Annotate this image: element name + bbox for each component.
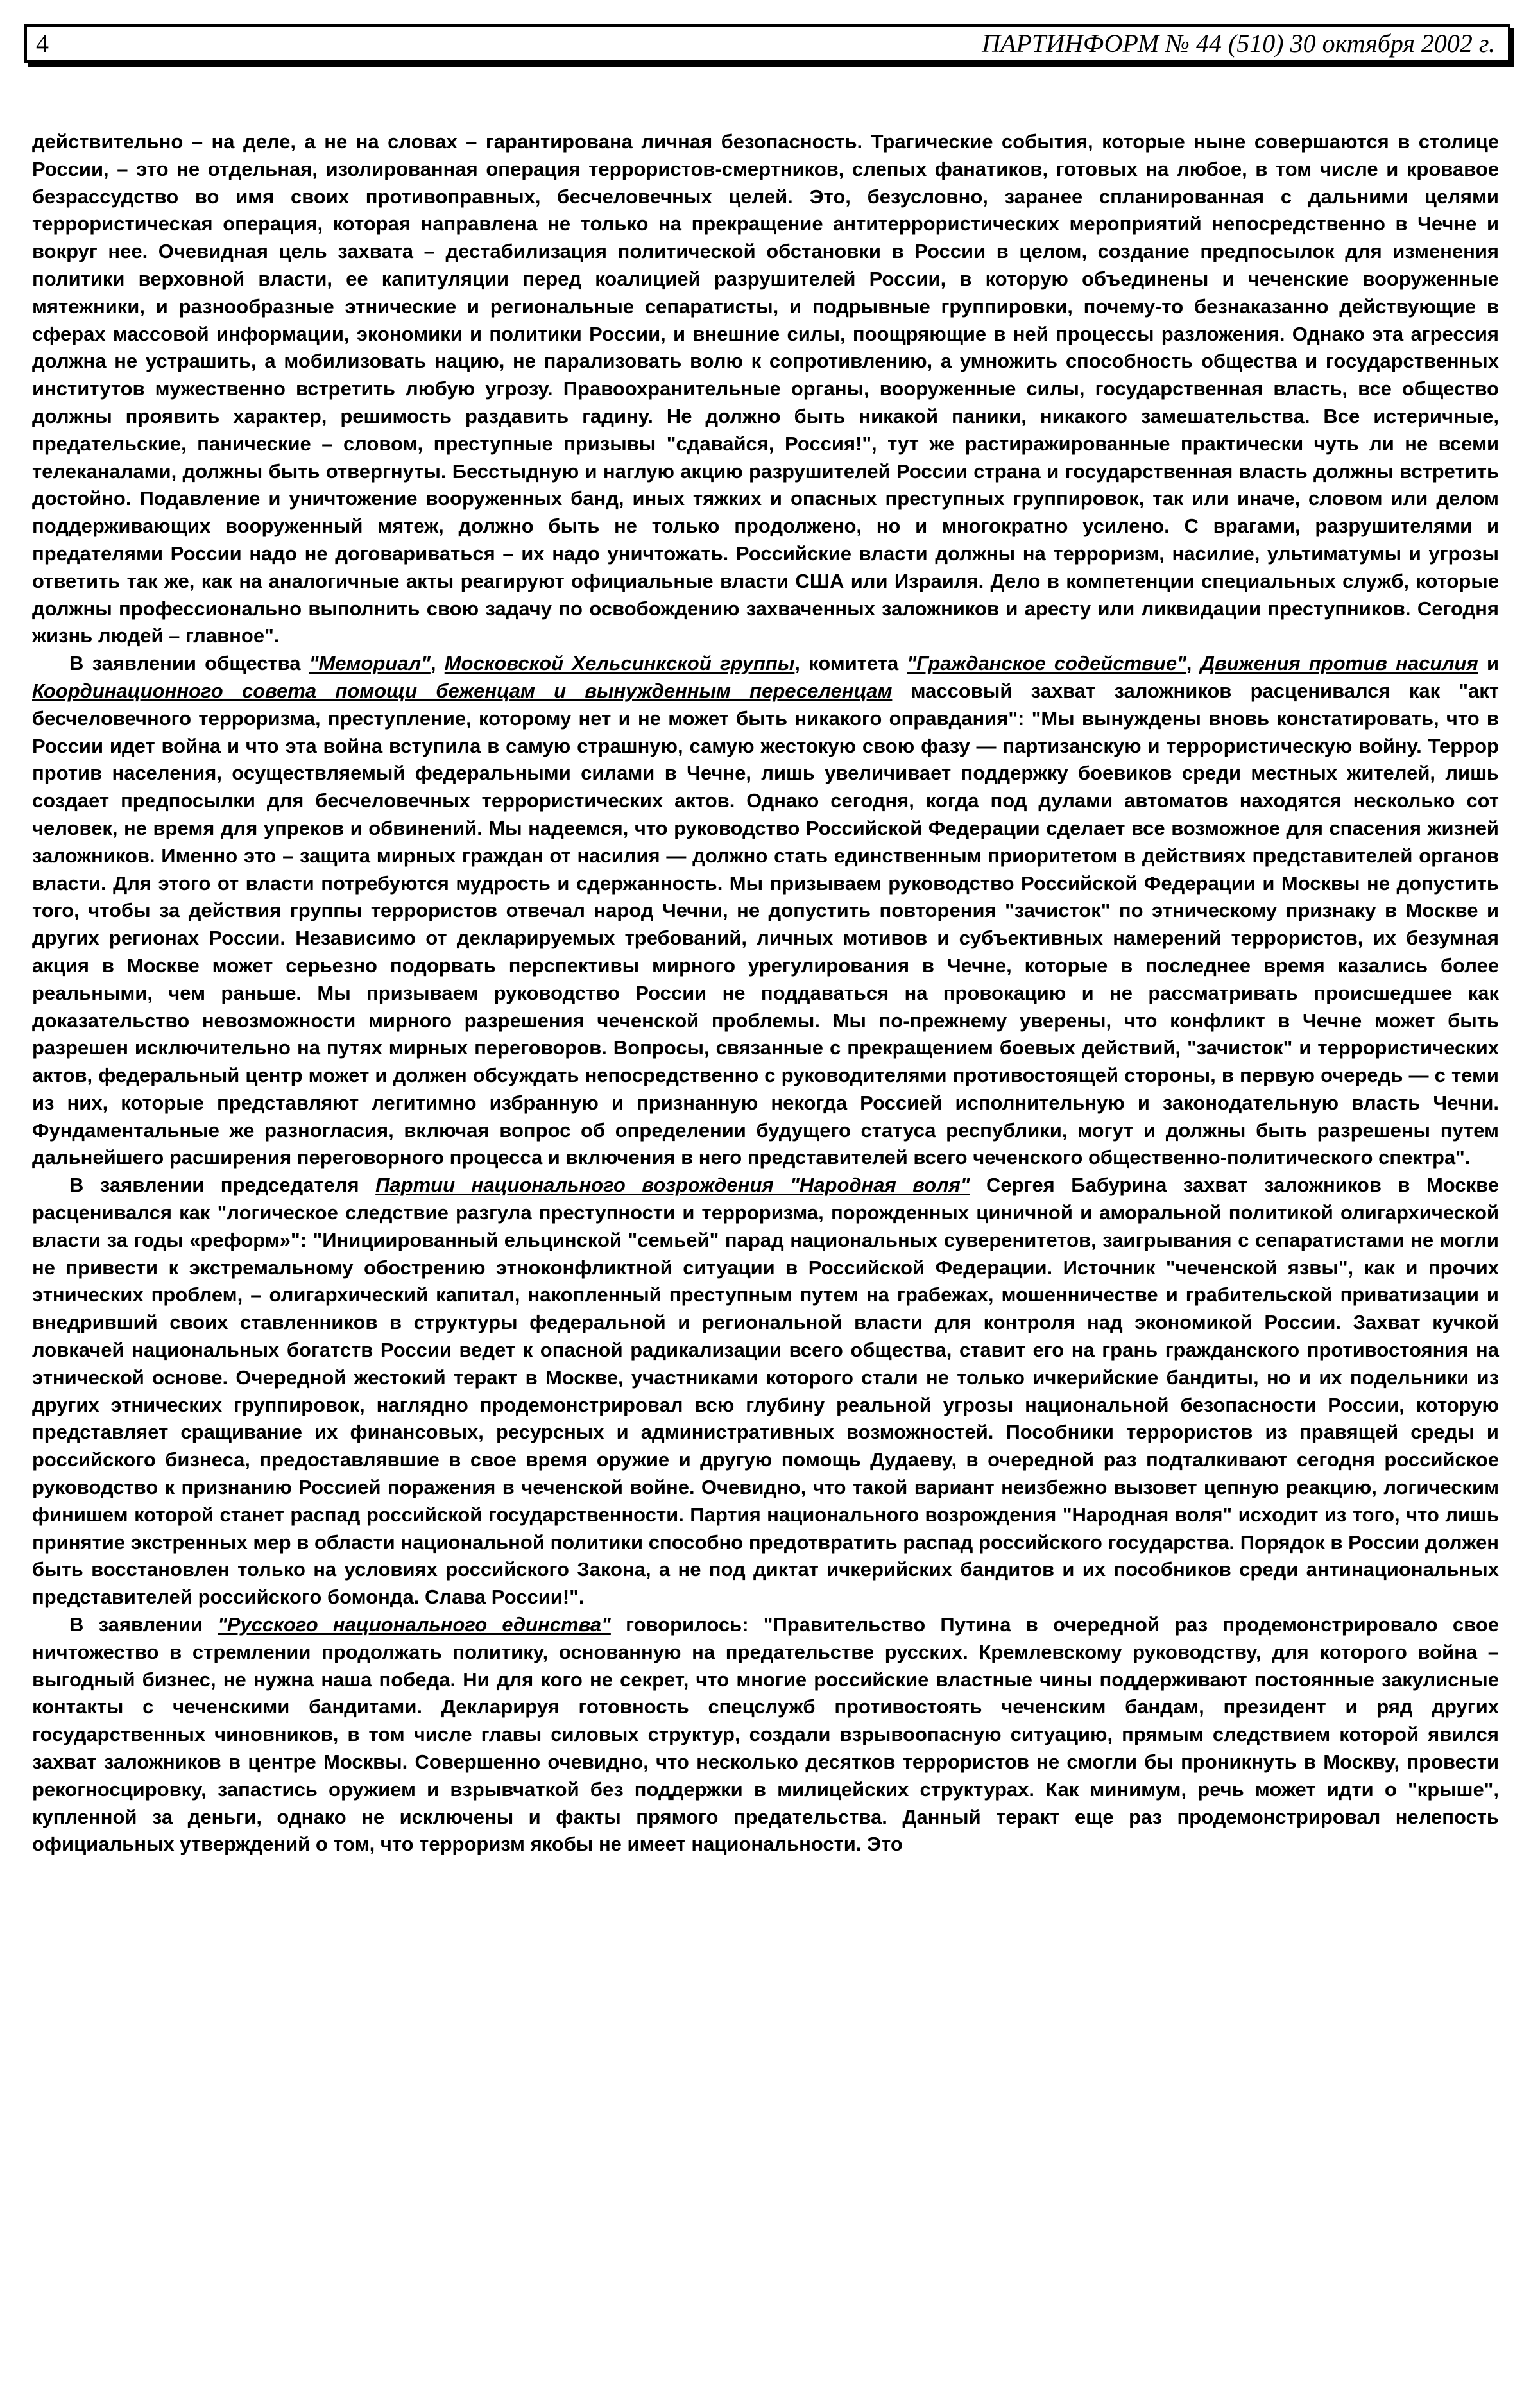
org-link-movement-against-violence[interactable]: Движения против насилия	[1200, 652, 1478, 675]
p2-lead: В заявлении общества	[69, 652, 309, 675]
page-number: 4	[36, 29, 49, 58]
paragraph-1: действительно – на деле, а не на словах – гарантирована личная безопасность. Трагические события, которые ныне совершаются в столице России, – это не отдельная, изолированная операция террористов-смертников, слепых фанатиков, готовых на любое, в том числе и кровавое безрассудство во имя своих противоправных, бесчеловечных целей. Это, безусловно, заранее спланированная с дальними целями террористическая операция, которая направлена не только на прекращение антитеррористических мероприятий непосредственно в Чечне и вокруг нее. Очевидная цель захвата – дестабилизация политической обстановки в России в целом, создание предпосылок для изменения политики верховной власти, ее капитуляции перед коалицией разрушителей России, в которую объединены и чеченские вооруженные мятежники, и разнообразные этнические и региональные сепаратисты, и подрывные группировки, почему-то безнаказанно действующие в сферах массовой информации, экономики и политики России, и внешние силы, поощряющие в ней процессы разложения. Однако эта агрессия должна не устрашить, а мобилизовать нацию, не парализовать волю к сопротивлению, а умножить способность общества и государственных институтов мужественно встретить любую угрозу. Правоохранительные органы, вооруженные силы, государственная власть, все общество должны проявить характер, решимость раздавить гадину. Не должно быть никакой паники, никакого замешательства. Все истеричные, предательские, панические – словом, преступные призывы "сдавайся, Россия!", тут же растиражированные практически чуть ли не всеми телеканалами, должны быть отвергнуты. Бесстыдную и наглую акцию разрушителей России страна и государственная власть должны встретить достойно. Подавление и уничтожение вооруженных банд, иных тяжких и опасных преступных группировок, так или иначе, словом или делом поддерживающих вооруженный мятеж, должно быть не только продолжено, но и многократно усилено. С врагами, разрушителями и предателями России надо не договариваться – их надо уничтожать. Российские власти должны на терроризм, насилие, ультиматумы и угрозы ответить так же, как на аналогичные акты реагируют официальные власти США или Израиля. Дело в компетенции специальных служб, которые должны профессионально выполнить свою задачу по освобождению захваченных заложников и аресту или ликвидации преступников. Сегодня жизнь людей – главное".	[32, 130, 1499, 647]
org-link-civic-assistance[interactable]: "Гражданское содействие"	[907, 652, 1186, 675]
p3-body: Сергея Бабурина захват заложников в Москве расценивался как "логическое следствие разгула преступности и терроризма, порожденных циничной и аморальной политикой олигархической власти за годы «реформ»": "Инициированный ельцинской "семьей" парад национальных суверенитетов, заигрывания с сепаратистами не могли не привести к экстремальному обострению этноконфликтной ситуации в Российской Федерации. Источник "чеченской язвы", как и прочих этнических проблем, – олигархический капитал, накопленный преступным путем на грабежах, мошенничестве и грабительской приватизации и внедривший своих ставленников в структуры федеральной и региональной власти для контроля над экономикой России. Захват кучкой ловкачей национальных богатств России ведет к опасной радикализации всего общества, ставит его на грань гражданского противостояния на этнической основе. Очередной жестокий теракт в Москве, участниками которого стали не только ичкерийские бандиты, но и их подельники из других этнических группировок, наглядно продемонстрировал всю глубину реальной угрозы национальной безопасности России, которую представляет сращивание их финансовых, ресурсных и административных возможностей. Пособники террористов из правящей среды и российского бизнеса, предоставлявшие в свое время оружие и другую помощь Дудаеву, в очередной раз подталкивают сегодня российское руководство к признанию Россией поражения в чеченской войне. Очевидно, что такой вариант неизбежно вызовет цепную реакцию, логическим финишем которой станет распад российской государственности. Партия национального возрождения "Народная воля" исходит из того, что лишь принятие экстренных мер в области национальной политики способно предотвратить распад российского государства. Порядок в России должен быть восстановлен только на условиях российского Закона, а не под диктат ичкерийских бандитов и их пособников среди антинациональных представителей российского бомонда. Слава России!".	[32, 1174, 1499, 1609]
org-link-memorial[interactable]: "Мемориал"	[309, 652, 431, 675]
p3-lead: В заявлении председателя	[69, 1174, 376, 1197]
p2-separator: ,	[430, 652, 445, 675]
paragraph-4	[32, 1611, 1499, 1858]
p2-separator: и	[1478, 652, 1500, 675]
p4-body: говорилось: "Правительство Путина в очередной раз продемонстрировало свое ничтожество в стремлении продолжать политику, основанную на предательстве русских. Кремлевскому руководству, для которого война – выгодный бизнес, не нужна наша победа. Ни для кого не секрет, что многие российские властные чины поддерживают постоянные закулисные контакты с чеченскими бандитами. Декларируя готовность спецслужб противостоять чеченским бандам, президент и ряд других государственных чиновников, в том числе главы силовых структур, создали взрывоопасную ситуацию, прямым следствием которой явился захват заложников в центре Москвы. Совершенно очевидно, что несколько десятков террористов не смогли бы проникнуть в Москву, провести рекогносцировку, запастись оружием и взрывчаткой без поддержки в милицейских структурах. Как минимум, речь может идти о "крыше", купленной за деньги, однако не исключены и факты прямого предательства. Данный теракт еще раз продемонстрировал нелепость официальных утверждений о том, что терроризм якобы не имеет национальности. Это	[32, 1613, 1499, 1856]
paragraph-3	[32, 1172, 1499, 1611]
page-header	[24, 24, 1510, 63]
p2-body: массовый захват заложников расценивался как "акт бесчеловечного терроризма, преступление, которому нет и не может быть никакого оправдания": "Мы вынуждены вновь констатировать, что в России идет война и что эта война вступила в самую страшную, самую жестокую свою фазу — партизанскую и террористическую войну. Террор против населения, осуществляемый федеральными силами в Чечне, лишь увеличивает поддержку боевиков среди местных жителей, лишь создает предпосылки для бесчеловечных террористических актов. Однако сегодня, когда под дулами автоматов находятся несколько сот человек, не время для упреков и обвинений. Мы надеемся, что руководство Российской Федерации сделает все возможное для спасения жизней заложников. Именно это – защита мирных граждан от насилия — должно стать единственным приоритетом в действиях представителей органов власти. Для этого от власти потребуются мудрость и сдержанность. Мы призываем руководство Российской Федерации и Москвы не допустить того, чтобы за действия группы террористов отвечал народ Чечни, не допустить повторения "зачисток" по этническому признаку в Москве и других регионах России. Независимо от декларируемых требований, личных мотивов и субъективных намерений террористов, их безумная акция в Москве может серьезно подорвать перспективы мирного урегулирования в Чечне, которые в последнее время казались более реальными, чем раньше. Мы призываем руководство России не поддаваться на провокацию и не рассматривать происшедшее как доказательство невозможности мирного разрешения чеченской проблемы. Мы по-прежнему уверены, что конфликт в Чечне может быть разрешен исключительно на путях мирных переговоров. Вопросы, связанные с прекращением боевых действий, "зачисток" и террористических актов, федеральный центр может и должен обсуждать непосредственно с руководителями противостоящей стороны, в первую очередь — с теми из них, которые представляют легитимно избранную и признанную некогда Россией исполнительную и законодательную власть Чечни. Фундаментальные же разногласия, включая вопрос об определении будущего статуса республики, могут и должны быть разрешены путем дальнейшего расширения переговорного процесса и включения в него представителей всего чеченского общественно-политического спектра".	[32, 679, 1499, 1169]
org-link-refugee-council[interactable]: Координационного совета помощи беженцам и вынужденным переселенцам	[32, 679, 893, 702]
org-link-russian-national-unity[interactable]: "Русского национального единства"	[218, 1613, 611, 1636]
org-link-moscow-helsinki-group[interactable]: Московской Хельсинкской группы	[444, 652, 795, 675]
org-link-narodnaya-volya[interactable]: Партии национального возрождения "Народная воля"	[375, 1174, 970, 1197]
article-body	[32, 128, 1499, 1858]
issue-title: ПАРТИНФОРМ № 44 (510) 30 октября 2002 г.	[982, 29, 1495, 58]
p4-lead: В заявлении	[69, 1613, 218, 1636]
paragraph-2	[32, 650, 1499, 1172]
p2-separator: ,	[1186, 652, 1201, 675]
p2-separator: , комитета	[794, 652, 907, 675]
